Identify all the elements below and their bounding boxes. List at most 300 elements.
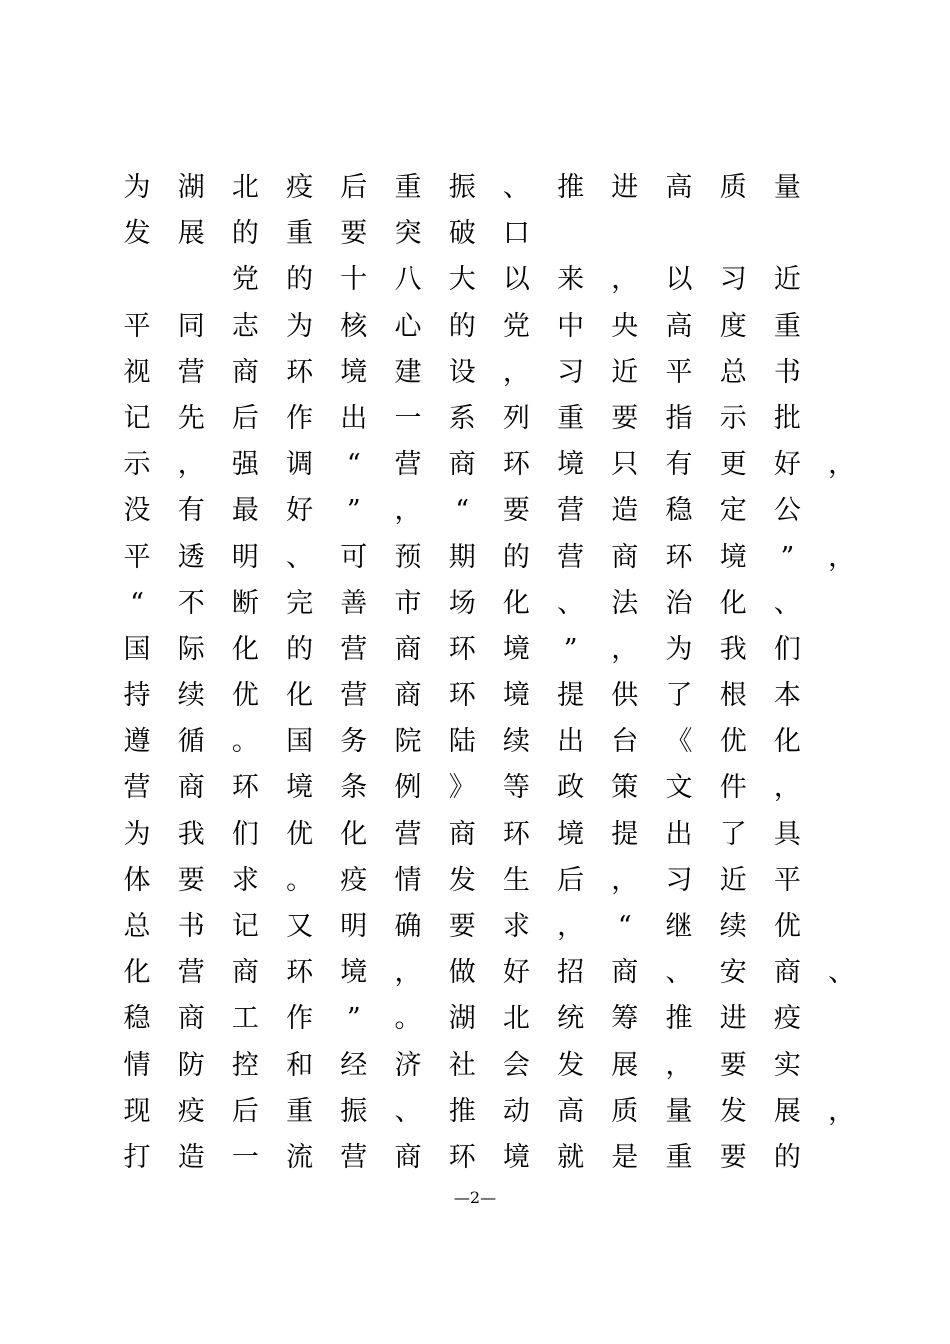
text-char: 境 bbox=[719, 541, 747, 573]
text-char: 要 bbox=[502, 495, 530, 527]
text-char: 重 bbox=[286, 218, 314, 250]
text-char: 调 bbox=[286, 449, 314, 481]
text-char: 系 bbox=[448, 402, 476, 434]
text-char: 陆 bbox=[448, 726, 476, 758]
text-char: 环 bbox=[502, 818, 530, 850]
text-char: 、 bbox=[773, 587, 801, 619]
text-char: 情 bbox=[123, 1049, 151, 1081]
text-char: 后 bbox=[557, 864, 585, 896]
text-char: 量 bbox=[773, 172, 801, 203]
text-line bbox=[0, 165, 950, 211]
text-char: ， bbox=[611, 864, 639, 896]
text-char: 不 bbox=[177, 587, 205, 619]
text-char: 进 bbox=[611, 172, 639, 203]
text-char: 的 bbox=[286, 264, 314, 296]
text-char: ， bbox=[773, 772, 801, 804]
text-char: 。 bbox=[231, 726, 259, 758]
text-char: 现 bbox=[123, 1095, 151, 1127]
text-char: 提 bbox=[611, 818, 639, 850]
text-char: 化 bbox=[773, 726, 801, 758]
text-char: 只 bbox=[611, 449, 639, 481]
text-char: 平 bbox=[123, 541, 151, 573]
text-char: 策 bbox=[611, 772, 639, 804]
text-char: 明 bbox=[231, 541, 259, 573]
text-char: 就 bbox=[557, 1141, 585, 1173]
text-char: 续 bbox=[177, 680, 205, 712]
text-char: 环 bbox=[231, 772, 259, 804]
text-char: 文 bbox=[665, 772, 693, 804]
text-char: ， bbox=[828, 449, 856, 481]
text-char: 续 bbox=[719, 911, 747, 942]
text-char: 稳 bbox=[123, 1003, 151, 1035]
text-char: 八 bbox=[394, 264, 422, 296]
text-char: 重 bbox=[286, 1095, 314, 1127]
text-char: 境 bbox=[340, 356, 368, 388]
text-char: 优 bbox=[231, 680, 259, 712]
text-char: 的 bbox=[231, 218, 259, 250]
text-char: 疫 bbox=[773, 1003, 801, 1035]
text-char: 化 bbox=[286, 680, 314, 712]
text-char: 疫 bbox=[286, 172, 314, 203]
text-char: 好 bbox=[502, 957, 530, 989]
text-char: 进 bbox=[719, 1003, 747, 1035]
text-char: 市 bbox=[394, 587, 422, 619]
text-char: ” bbox=[346, 495, 361, 527]
text-char: 最 bbox=[231, 495, 259, 527]
text-char: 质 bbox=[719, 172, 747, 203]
text-char: 作 bbox=[286, 402, 314, 434]
text-line bbox=[0, 812, 950, 858]
text-char: 境 bbox=[286, 772, 314, 804]
text-char: 预 bbox=[394, 541, 422, 573]
text-char: ， bbox=[611, 633, 639, 665]
text-char: 疫 bbox=[177, 1095, 205, 1127]
text-char: 优 bbox=[773, 911, 801, 942]
text-char: ， bbox=[557, 911, 585, 942]
text-char: ， bbox=[828, 541, 856, 573]
text-char: 习 bbox=[719, 264, 747, 296]
text-char: 作 bbox=[286, 1003, 314, 1035]
text-char: 商 bbox=[231, 356, 259, 388]
text-char: 件 bbox=[719, 772, 747, 804]
text-char: 习 bbox=[665, 864, 693, 896]
text-char: 中 bbox=[557, 310, 585, 342]
text-char: 统 bbox=[557, 1003, 585, 1035]
text-char: 了 bbox=[719, 818, 747, 850]
text-char: 商 bbox=[448, 818, 476, 850]
text-char: 营 bbox=[340, 680, 368, 712]
text-char: 北 bbox=[231, 172, 259, 203]
text-char: 会 bbox=[502, 1049, 530, 1081]
text-char: “ bbox=[455, 495, 470, 527]
text-char: 要 bbox=[719, 1141, 747, 1173]
text-line bbox=[0, 257, 950, 303]
text-char: 的 bbox=[448, 310, 476, 342]
text-char: 平 bbox=[665, 356, 693, 388]
text-line bbox=[0, 581, 950, 627]
page-number: —2— bbox=[453, 1188, 497, 1207]
text-char: 政 bbox=[557, 772, 585, 804]
text-char: 期 bbox=[448, 541, 476, 573]
text-char: 境 bbox=[557, 818, 585, 850]
text-char: ” bbox=[780, 541, 795, 573]
text-char: 安 bbox=[719, 957, 747, 989]
text-char: 出 bbox=[557, 726, 585, 758]
text-char: 化 bbox=[502, 587, 530, 619]
text-char: 是 bbox=[611, 1141, 639, 1173]
text-char: 工 bbox=[231, 1003, 259, 1035]
text-char: 商 bbox=[448, 449, 476, 481]
text-char: ” bbox=[563, 633, 578, 665]
text-char: ， bbox=[502, 356, 530, 388]
text-char: 口 bbox=[502, 218, 530, 250]
text-char: 高 bbox=[557, 1095, 585, 1127]
text-char: 控 bbox=[231, 1049, 259, 1081]
text-char: 、 bbox=[828, 957, 856, 989]
text-char: 断 bbox=[231, 587, 259, 619]
text-char: 强 bbox=[231, 449, 259, 481]
text-char: 动 bbox=[502, 1095, 530, 1127]
text-char: 的 bbox=[502, 541, 530, 573]
text-char: 要 bbox=[611, 402, 639, 434]
text-char: 为 bbox=[665, 633, 693, 665]
text-char: 营 bbox=[177, 957, 205, 989]
text-char: 务 bbox=[340, 726, 368, 758]
text-char: 志 bbox=[231, 310, 259, 342]
text-char: 近 bbox=[611, 356, 639, 388]
text-char: 设 bbox=[448, 356, 476, 388]
text-char: 造 bbox=[611, 495, 639, 527]
text-char: 透 bbox=[177, 541, 205, 573]
text-char: 营 bbox=[340, 633, 368, 665]
text-char: 完 bbox=[286, 587, 314, 619]
text-char: 书 bbox=[177, 911, 205, 942]
text-char: 书 bbox=[773, 356, 801, 388]
text-char: 、 bbox=[665, 957, 693, 989]
text-char: 我 bbox=[177, 818, 205, 850]
text-char: 批 bbox=[773, 402, 801, 434]
text-char: 营 bbox=[394, 449, 422, 481]
text-char: 破 bbox=[448, 218, 476, 250]
text-char: 疫 bbox=[340, 864, 368, 896]
text-line bbox=[0, 1043, 950, 1089]
text-char: 核 bbox=[340, 310, 368, 342]
text-char: 的 bbox=[286, 633, 314, 665]
text-char: 际 bbox=[177, 633, 205, 665]
text-char: ， bbox=[611, 264, 639, 296]
text-char: 有 bbox=[665, 449, 693, 481]
text-char: 好 bbox=[773, 449, 801, 481]
text-char: 我 bbox=[719, 633, 747, 665]
text-char: 环 bbox=[448, 633, 476, 665]
text-char: 平 bbox=[773, 864, 801, 896]
text-char: 持 bbox=[123, 680, 151, 712]
text-line bbox=[0, 765, 950, 811]
text-line bbox=[0, 950, 950, 996]
text-char: 等 bbox=[502, 772, 530, 804]
text-char: ， bbox=[665, 1049, 693, 1081]
text-char: 后 bbox=[340, 172, 368, 203]
text-line bbox=[0, 673, 950, 719]
text-char: 体 bbox=[123, 864, 151, 896]
text-char: 》 bbox=[448, 772, 476, 804]
text-char: 环 bbox=[502, 449, 530, 481]
text-char: 治 bbox=[665, 587, 693, 619]
text-char: 条 bbox=[340, 772, 368, 804]
text-line bbox=[0, 996, 950, 1042]
text-char: 发 bbox=[557, 1049, 585, 1081]
text-char: 列 bbox=[502, 402, 530, 434]
text-char: 习 bbox=[557, 356, 585, 388]
text-line bbox=[0, 627, 950, 673]
text-char: 好 bbox=[286, 495, 314, 527]
text-char: 建 bbox=[394, 356, 422, 388]
text-char: 可 bbox=[340, 541, 368, 573]
text-line bbox=[0, 442, 950, 488]
body-text bbox=[0, 165, 950, 1181]
text-char: 例 bbox=[394, 772, 422, 804]
text-char: 为 bbox=[123, 818, 151, 850]
text-char: 、 bbox=[394, 1095, 422, 1127]
text-char: 党 bbox=[502, 310, 530, 342]
text-char: 出 bbox=[665, 818, 693, 850]
text-char: 营 bbox=[557, 495, 585, 527]
text-char: 境 bbox=[502, 633, 530, 665]
text-char: 们 bbox=[231, 818, 259, 850]
text-char: 商 bbox=[394, 1141, 422, 1173]
text-line bbox=[0, 1135, 950, 1181]
text-line bbox=[0, 350, 950, 396]
text-char: 境 bbox=[340, 957, 368, 989]
text-char: 防 bbox=[177, 1049, 205, 1081]
text-char: 要 bbox=[448, 911, 476, 942]
text-char: 大 bbox=[448, 264, 476, 296]
text-char: 更 bbox=[719, 449, 747, 481]
text-char: 又 bbox=[286, 911, 314, 942]
text-char: 供 bbox=[611, 680, 639, 712]
text-char: “ bbox=[617, 911, 632, 942]
text-char: 没 bbox=[123, 495, 151, 527]
text-char: 示 bbox=[719, 402, 747, 434]
text-char: 济 bbox=[394, 1049, 422, 1081]
text-char: ， bbox=[177, 449, 205, 481]
text-char: 推 bbox=[448, 1095, 476, 1127]
text-char: 记 bbox=[123, 402, 151, 434]
text-char: 求 bbox=[502, 911, 530, 942]
text-char: 一 bbox=[231, 1141, 259, 1173]
text-char: 法 bbox=[611, 587, 639, 619]
text-char: 来 bbox=[557, 264, 585, 296]
text-char: 境 bbox=[557, 449, 585, 481]
text-char: 和 bbox=[286, 1049, 314, 1081]
text-char: 湖 bbox=[448, 1003, 476, 1035]
text-char: 展 bbox=[773, 1095, 801, 1127]
text-char: 商 bbox=[177, 1003, 205, 1035]
text-char: 根 bbox=[719, 680, 747, 712]
text-char: 社 bbox=[448, 1049, 476, 1081]
text-char: 高 bbox=[665, 172, 693, 203]
text-char: 、 bbox=[502, 172, 530, 203]
text-char: 同 bbox=[177, 310, 205, 342]
text-char: 展 bbox=[177, 218, 205, 250]
text-char: 实 bbox=[773, 1049, 801, 1081]
text-char: 稳 bbox=[665, 495, 693, 527]
text-char: 国 bbox=[286, 726, 314, 758]
text-char: 化 bbox=[231, 633, 259, 665]
text-char: 记 bbox=[231, 911, 259, 942]
text-char: 为 bbox=[286, 310, 314, 342]
text-char: 提 bbox=[557, 680, 585, 712]
text-char: 湖 bbox=[177, 172, 205, 203]
text-line bbox=[0, 488, 950, 534]
text-char: 情 bbox=[394, 864, 422, 896]
text-char: 求 bbox=[231, 864, 259, 896]
text-char: 营 bbox=[340, 1141, 368, 1173]
text-char: 环 bbox=[286, 356, 314, 388]
text-char: 生 bbox=[502, 864, 530, 896]
text-char: 重 bbox=[557, 402, 585, 434]
text-char: 量 bbox=[665, 1095, 693, 1127]
text-char: 平 bbox=[123, 310, 151, 342]
text-line bbox=[0, 211, 950, 257]
text-char: 振 bbox=[340, 1095, 368, 1127]
text-char: 化 bbox=[719, 587, 747, 619]
text-line bbox=[0, 535, 950, 581]
text-char: 总 bbox=[719, 356, 747, 388]
text-char: ， bbox=[828, 1095, 856, 1127]
text-char: 本 bbox=[773, 680, 801, 712]
text-line bbox=[0, 396, 950, 442]
text-char: 、 bbox=[557, 587, 585, 619]
text-char: 发 bbox=[719, 1095, 747, 1127]
text-char: 遵 bbox=[123, 726, 151, 758]
text-char: 发 bbox=[448, 864, 476, 896]
text-char: 以 bbox=[665, 264, 693, 296]
text-char: 以 bbox=[502, 264, 530, 296]
text-char: 质 bbox=[611, 1095, 639, 1127]
text-char: 要 bbox=[340, 218, 368, 250]
text-char: 、 bbox=[286, 541, 314, 573]
text-char: 营 bbox=[557, 541, 585, 573]
text-char: 营 bbox=[394, 818, 422, 850]
text-char: ， bbox=[394, 957, 422, 989]
text-line bbox=[0, 858, 950, 904]
text-char: 国 bbox=[123, 633, 151, 665]
text-char: 要 bbox=[177, 864, 205, 896]
text-char: 为 bbox=[123, 172, 151, 203]
text-char: 明 bbox=[340, 911, 368, 942]
text-char: 台 bbox=[611, 726, 639, 758]
text-char: 商 bbox=[231, 957, 259, 989]
text-char: 境 bbox=[502, 1141, 530, 1173]
text-char: 一 bbox=[394, 402, 422, 434]
text-char: 视 bbox=[123, 356, 151, 388]
text-char: 《 bbox=[665, 726, 693, 758]
text-char: 继 bbox=[665, 911, 693, 942]
text-char: 具 bbox=[773, 818, 801, 850]
text-char: 的 bbox=[773, 1141, 801, 1173]
text-char: 筹 bbox=[611, 1003, 639, 1035]
text-char: 商 bbox=[611, 957, 639, 989]
text-char: 商 bbox=[394, 680, 422, 712]
text-char: 公 bbox=[773, 495, 801, 527]
text-char: 重 bbox=[394, 172, 422, 203]
text-char: 环 bbox=[448, 1141, 476, 1173]
text-char: 营 bbox=[177, 356, 205, 388]
text-char: 总 bbox=[123, 911, 151, 942]
text-char: 们 bbox=[773, 633, 801, 665]
text-char: 要 bbox=[719, 1049, 747, 1081]
text-char: 先 bbox=[177, 402, 205, 434]
text-char: 后 bbox=[231, 402, 259, 434]
text-line bbox=[0, 1089, 950, 1135]
text-char: 造 bbox=[177, 1141, 205, 1173]
text-char: 度 bbox=[719, 310, 747, 342]
text-char: 振 bbox=[448, 172, 476, 203]
text-char: 突 bbox=[394, 218, 422, 250]
text-char: 招 bbox=[557, 957, 585, 989]
text-char: ， bbox=[394, 495, 422, 527]
text-char: 环 bbox=[286, 957, 314, 989]
text-char: 推 bbox=[557, 172, 585, 203]
text-char: 高 bbox=[665, 310, 693, 342]
text-line bbox=[0, 904, 950, 950]
text-char: 后 bbox=[231, 1095, 259, 1127]
text-char: 善 bbox=[340, 587, 368, 619]
text-char: 商 bbox=[394, 633, 422, 665]
text-char: 央 bbox=[611, 310, 639, 342]
text-char: 了 bbox=[665, 680, 693, 712]
text-char: 有 bbox=[177, 495, 205, 527]
text-char: 商 bbox=[177, 772, 205, 804]
text-char: 化 bbox=[340, 818, 368, 850]
text-char: ” bbox=[346, 1003, 361, 1035]
text-char: 境 bbox=[502, 680, 530, 712]
text-char: 重 bbox=[665, 1141, 693, 1173]
text-char: 环 bbox=[448, 680, 476, 712]
text-char: 续 bbox=[502, 726, 530, 758]
text-char: 北 bbox=[502, 1003, 530, 1035]
text-char: 院 bbox=[394, 726, 422, 758]
text-char: 商 bbox=[773, 957, 801, 989]
text-char: 打 bbox=[123, 1141, 151, 1173]
text-char: 商 bbox=[611, 541, 639, 573]
text-char: 指 bbox=[665, 402, 693, 434]
text-char: 环 bbox=[665, 541, 693, 573]
text-char: 场 bbox=[448, 587, 476, 619]
text-char: 重 bbox=[773, 310, 801, 342]
text-char: 十 bbox=[340, 264, 368, 296]
text-char: 循 bbox=[177, 726, 205, 758]
text-line bbox=[0, 719, 950, 765]
text-char: 心 bbox=[394, 310, 422, 342]
text-char: 优 bbox=[719, 726, 747, 758]
text-char: 党 bbox=[231, 264, 259, 296]
text-char: 营 bbox=[123, 772, 151, 804]
text-char: 展 bbox=[611, 1049, 639, 1081]
text-char: 出 bbox=[340, 402, 368, 434]
text-char: 推 bbox=[665, 1003, 693, 1035]
text-char: 。 bbox=[394, 1003, 422, 1035]
text-char: 化 bbox=[123, 957, 151, 989]
text-char: 确 bbox=[394, 911, 422, 942]
text-line bbox=[0, 304, 950, 350]
text-char: 做 bbox=[448, 957, 476, 989]
text-char: “ bbox=[346, 449, 361, 481]
text-char: 发 bbox=[123, 218, 151, 250]
text-char: 优 bbox=[286, 818, 314, 850]
text-char: 示 bbox=[123, 449, 151, 481]
